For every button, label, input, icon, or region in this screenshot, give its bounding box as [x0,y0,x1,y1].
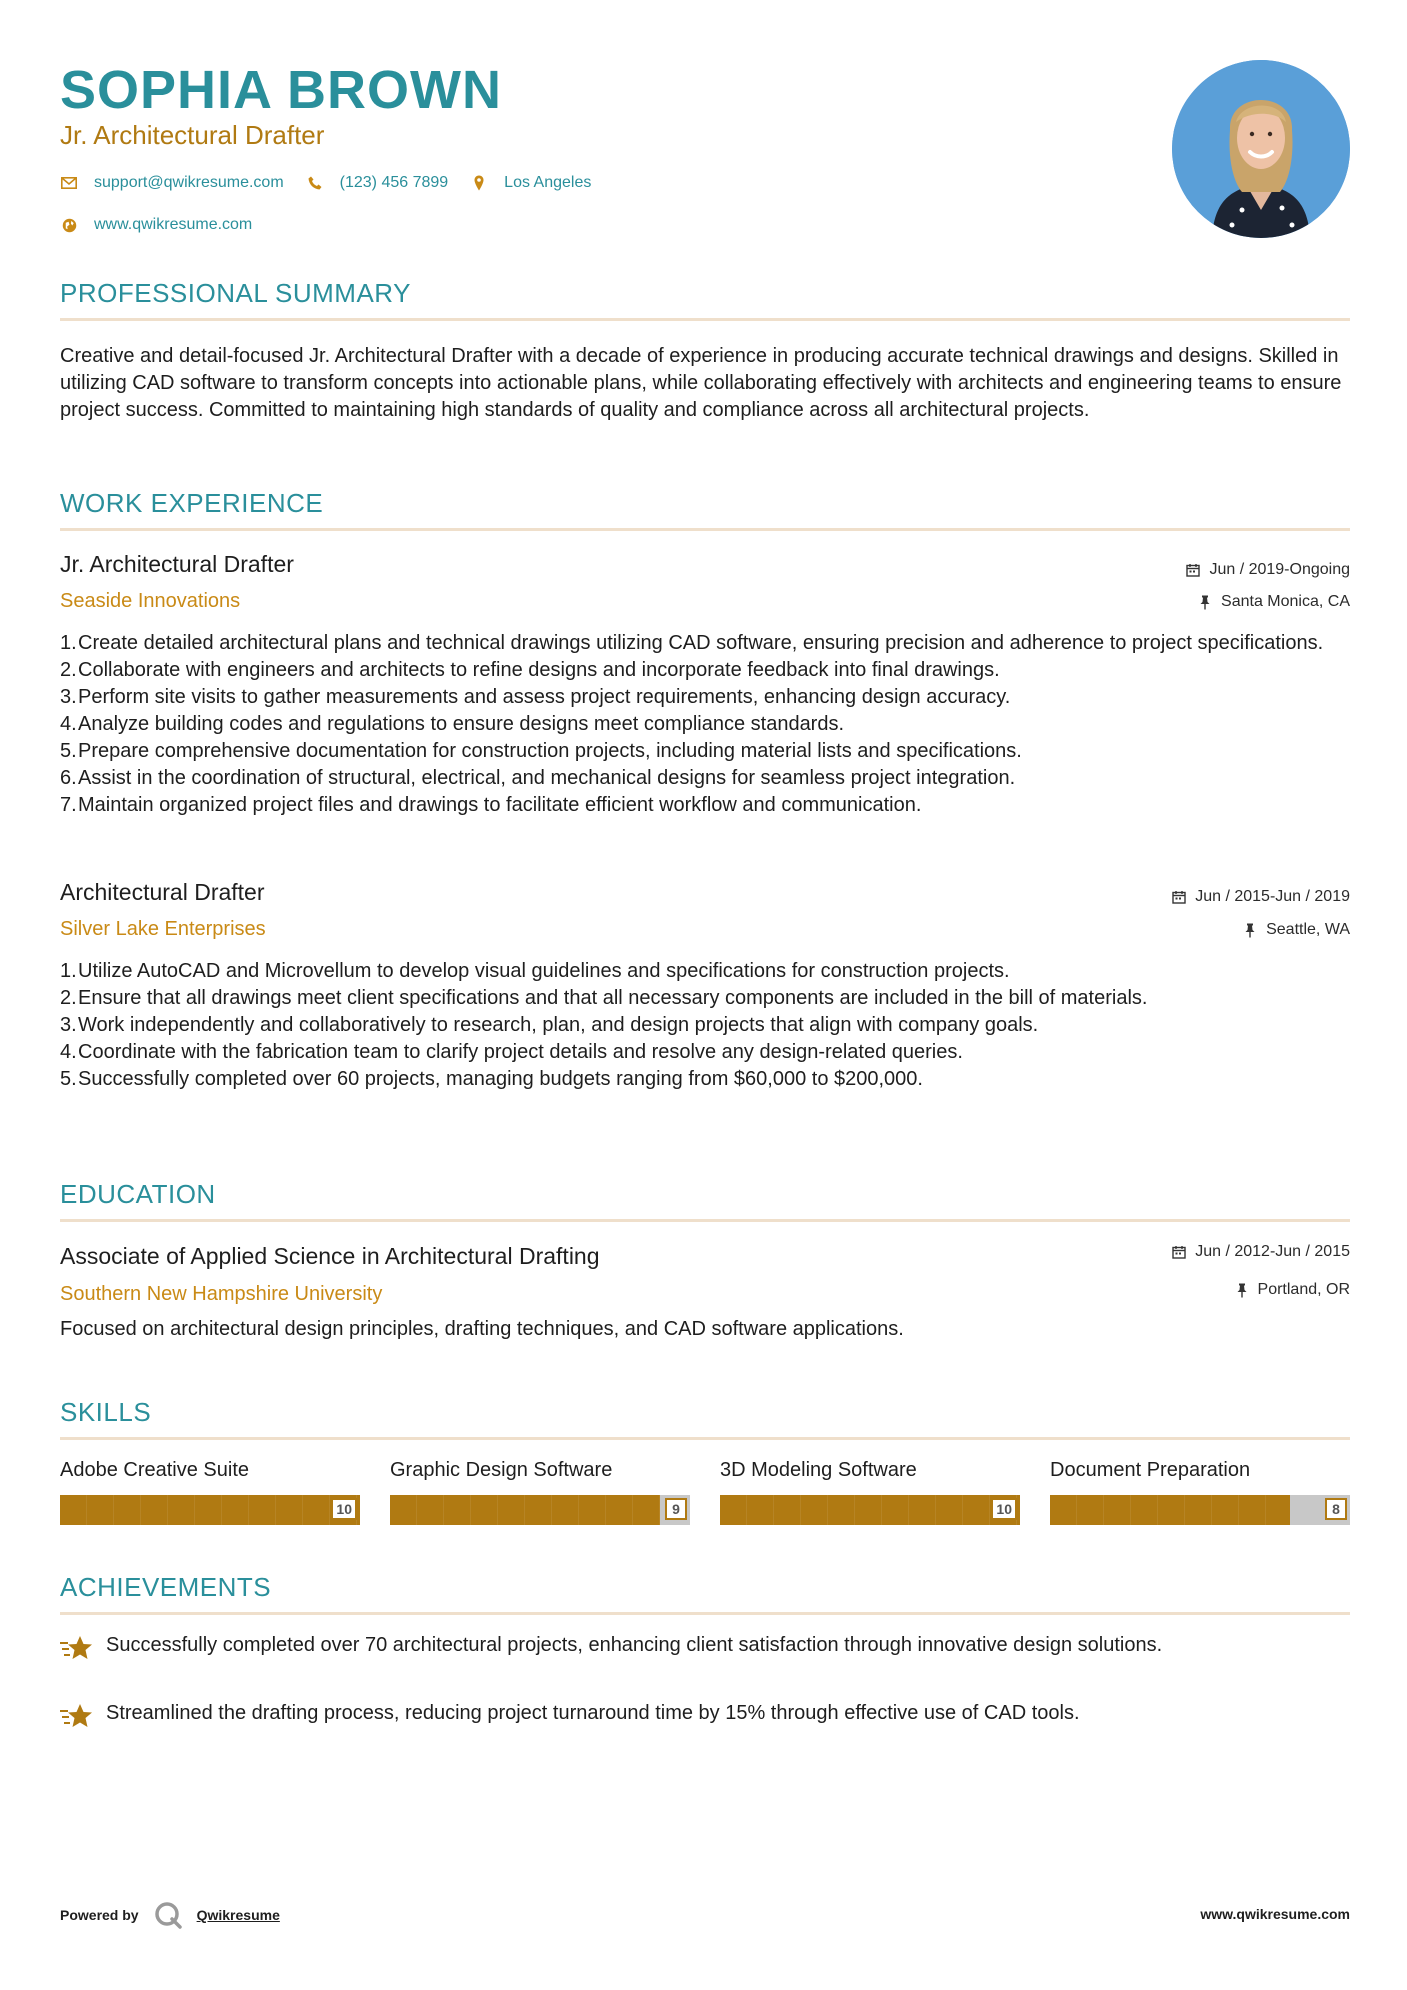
school-name: Southern New Hampshire University [60,1283,383,1305]
skill-bar [720,1495,1020,1525]
job-title: Architectural Drafter [60,879,265,905]
qwikresume-logo-icon [153,1900,183,1930]
skill-fill [390,1495,660,1525]
list-item: 6. Assist in the coordination of structural, electrical, and mechanical designs for seamless project integration. [60,767,1016,789]
achievement-text: Successfully completed over 70 architectural projects, enhancing client satisfaction through innovative design solutions. [106,1634,1163,1656]
candidate-name: SOPHIA BROWN [60,60,502,120]
list-item: 4. Coordinate with the fabrication team to clarify project details and resolve any design-related queries. [60,1041,963,1063]
list-item: 2. Collaborate with engineers and architects to refine designs and incorporate feedback into final drawings. [60,659,1000,681]
skill-fill [60,1495,360,1525]
skill-name: Adobe Creative Suite [60,1459,250,1481]
skill-item [60,1457,360,1525]
contact-phone[interactable] [306,174,449,192]
globe-icon [60,216,78,234]
section-title-education: EDUCATION [60,1179,216,1209]
section-title-achievements: ACHIEVEMENTS [60,1572,272,1602]
list-item: 1. Utilize AutoCAD and Microvellum to develop visual guidelines and specifications for construction projects. [60,960,1010,982]
job-location-text: Santa Monica, CA [1221,593,1350,610]
contact-email[interactable] [60,174,284,192]
achievement-text: Streamlined the drafting process, reducing project turnaround time by 15% through effective use of CAD tools. [106,1702,1080,1724]
job-bullets [60,958,1350,1093]
skill-fill [1050,1495,1290,1525]
list-item: 2. Ensure that all drawings meet client specifications and that all necessary components are included in the bill of materials. [60,987,1148,1009]
calendar-icon [1171,889,1187,905]
brand-link[interactable]: Qwikresume [196,1907,280,1923]
company-name: Seaside Innovations [60,590,241,612]
job-location [1197,592,1350,612]
section-title-skills: SKILLS [60,1397,152,1427]
contact-location [470,174,591,192]
list-item: 7. Maintain organized project files and drawings to facilitate efficient workflow and communication. [60,794,922,816]
website-text[interactable]: www.qwikresume.com [94,216,253,233]
candidate-title: Jr. Architectural Drafter [60,120,325,150]
section-title-summary: PROFESSIONAL SUMMARY [60,278,411,308]
star-icon [60,1702,92,1730]
achievement-item [60,1700,1350,1730]
calendar-icon [1185,562,1201,578]
skill-item [1050,1457,1350,1525]
skill-name: Graphic Design Software [390,1459,613,1481]
section-title-experience: WORK EXPERIENCE [60,488,324,518]
list-item: 3. Perform site visits to gather measurements and assess project requirements, enhancing design accuracy. [60,686,1011,708]
education-description: Focused on architectural design principles, drafting techniques, and CAD software applications. [60,1318,904,1340]
pin-icon [1234,1282,1250,1298]
skill-name: Document Preparation [1050,1459,1251,1481]
calendar-icon [1171,1244,1187,1260]
footer-powered-by [60,1900,280,1930]
skill-item [720,1457,1020,1525]
list-item: 3. Work independently and collaboratively to research, plan, and design projects that align with company goals. [60,1014,1039,1036]
skill-bar [390,1495,690,1525]
section-divider [60,318,1350,321]
envelope-icon [60,174,78,192]
section-divider [60,1437,1350,1440]
job-title: Jr. Architectural Drafter [60,551,294,577]
achievement-item [60,1632,1350,1662]
skill-rating: 9 [665,1498,687,1520]
skill-bar [60,1495,360,1525]
section-divider [60,528,1350,531]
job-location [1242,920,1350,940]
phone-icon [306,174,324,192]
summary-text: Creative and detail-focused Jr. Architectural Drafter with a decade of experience in producing accurate technical drawings and designs. Skilled in utilizing CAD software to transform concepts into actionable plans, while collaborating effectively with architects and engineering teams to ensure project success. Committed to maintaining high standards of quality and compliance across all architectural projects. [60,345,1342,421]
job-dates-text: Jun / 2015-Jun / 2019 [1195,888,1350,905]
powered-by-label: Powered by [60,1907,139,1923]
job-bullets [60,630,1350,819]
job-location-text: Seattle, WA [1266,921,1350,938]
resume-page [60,0,1350,1990]
job-dates-text: Jun / 2019-Ongoing [1209,561,1350,578]
map-pin-icon [470,174,488,192]
avatar [1172,60,1350,238]
location-text: Los Angeles [504,174,592,191]
skill-bar [1050,1495,1350,1525]
contact-row [60,174,613,192]
education-dates-text: Jun / 2012-Jun / 2015 [1195,1243,1350,1260]
list-item: 1. Create detailed architectural plans and technical drawings utilizing CAD software, ensuring precision and adherence to project specifications. [60,632,1324,654]
list-item: 4. Analyze building codes and regulations to ensure designs meet compliance standards. [60,713,845,735]
education-dates [1171,1242,1350,1262]
section-divider [60,1219,1350,1222]
email-text[interactable]: support@qwikresume.com [94,174,284,191]
company-name: Silver Lake Enterprises [60,918,266,940]
skill-name: 3D Modeling Software [720,1459,917,1481]
skill-item [390,1457,690,1525]
pin-icon [1197,594,1213,610]
skill-rating: 10 [331,1498,357,1520]
pin-icon [1242,922,1258,938]
job-dates [1171,887,1350,907]
skill-rating: 8 [1325,1498,1347,1520]
job-dates [1185,560,1350,580]
skill-rating: 10 [991,1498,1017,1520]
contact-row-website [60,216,274,234]
education-location [1234,1280,1350,1300]
list-item: 5. Successfully completed over 60 projects, managing budgets ranging from $60,000 to $200,000. [60,1068,923,1090]
degree-title: Associate of Applied Science in Architectural Drafting [60,1243,600,1269]
phone-text[interactable]: (123) 456 7899 [339,174,449,191]
list-item: 5. Prepare comprehensive documentation for construction projects, including material lists and specifications. [60,740,1022,762]
section-divider [60,1612,1350,1615]
education-location-text: Portland, OR [1257,1281,1350,1298]
contact-website[interactable] [60,216,252,234]
footer-url[interactable]: www.qwikresume.com [1200,1906,1350,1922]
star-icon [60,1634,92,1662]
skill-fill [720,1495,1020,1525]
